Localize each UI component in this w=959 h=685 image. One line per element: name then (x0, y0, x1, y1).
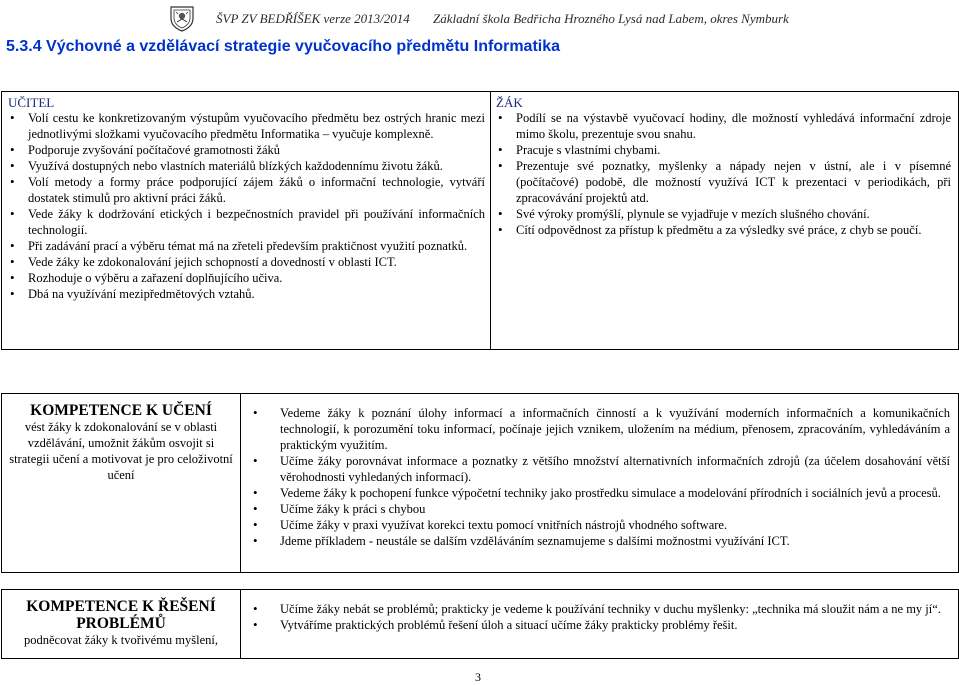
competence-problems-label-cell (2, 590, 241, 659)
list-item: • Využívá dostupných nebo vlastních materiálů blízkých každodennímu životu žáků. (8, 158, 485, 174)
list-item: • Dbá na využívání mezipředmětových vztahů. (8, 286, 485, 302)
competence-learning-items-cell (241, 394, 959, 573)
page-title: 5.3.4 Výchovné a vzdělávací strategie vyučovacího předmětu Informatika (6, 38, 561, 55)
header-text (216, 11, 789, 27)
competence-learning-description: vést žáky k zdokonalování se v oblasti vzdělávání, umožnit žákům osvojit si strategii učení a motivovat je pro celoživotní učení (9, 420, 233, 482)
list-item: • Učíme žáky nebát se problémů; prakticky je vedeme k používání techniky v duchu myšlenky: „technika má sloužit nám a ne my jí“. (251, 601, 950, 617)
school-crest-icon (168, 4, 196, 32)
list-item: • Při zadávání prací a výběru témat má na zřeteli především praktičnost využití poznatků. (8, 238, 485, 254)
school-name: Základní škola Bedřicha Hrozného Lysá nad Labem, okres Nymburk (433, 11, 789, 26)
student-list (496, 110, 951, 238)
program-name: ŠVP ZV BEDŘÍŠEK (216, 11, 321, 26)
list-item: • Prezentuje své poznatky, myšlenky a nápady nejen v ústní, ale i v písemné (počítačové) podobě, dle možností využívá ICT k prezentaci v periodikách, při zpracovávání projektů atd. (496, 158, 951, 206)
competence-problems-items-cell (241, 590, 959, 659)
list-item: • Vedeme žáky k poznání úlohy informací a informačních činností a k využívání moderních informačních a komunikačních technologií, k porozumění toku informací, počínaje jejich vznikem, uložením na médium, přenosem, zpracováním, vyhledáváním a praktickým využitím. (251, 405, 950, 453)
list-item: • Vedeme žáky k pochopení funkce výpočetní techniky jako prostředku simulace a modelování přírodních i sociálních jevů a procesů. (251, 485, 950, 501)
list-item: • Pracuje s vlastními chybami. (496, 142, 951, 158)
teacher-cell (2, 92, 491, 350)
student-cell (491, 92, 959, 350)
list-item: • Vede žáky ke zdokonalování jejich schopností a dovedností v oblasti ICT. (8, 254, 485, 270)
list-item: • Rozhoduje o výběru a zařazení doplňujícího učiva. (8, 270, 485, 286)
list-item: • Vede žáky k dodržování etických i bezpečnostních pravidel při používání informačních technologií. (8, 206, 485, 238)
list-item: • Vytváříme praktických problémů řešení úloh a situací učíme žáky prakticky problémy řešit. (251, 617, 950, 633)
list-item: • Podporuje zvyšování počítačové gramotnosti žáků (8, 142, 485, 158)
competence-problems-heading: KOMPETENCE K ŘEŠENÍ PROBLÉMŮ (26, 598, 216, 632)
competence-problems-table (1, 589, 959, 659)
roles-table (1, 91, 959, 350)
list-item: • Volí metody a formy práce podporující zájem žáků o informační technologie, vytváří dostatek stimulů pro aktivní práci žáků. (8, 174, 485, 206)
competence-learning-label-cell (2, 394, 241, 573)
page-header (168, 4, 958, 32)
teacher-heading: UČITEL (8, 95, 55, 110)
list-item: • Jdeme příkladem - neustále se dalším vzděláváním seznamujeme s dalšími možnostmi využívání ICT. (251, 533, 950, 549)
teacher-list (8, 110, 485, 302)
competence-problems-description: podněcovat žáky k tvořivému myšlení, (23, 633, 219, 647)
competence-learning-table (1, 393, 959, 573)
competence-problems-list (251, 601, 950, 633)
list-item: • Učíme žáky v praxi využívat korekci textu pomocí vnitřních nástrojů vhodného software. (251, 517, 950, 533)
list-item: • Učíme žáky k práci s chybou (251, 501, 950, 517)
competence-learning-heading: KOMPETENCE K UČENÍ (30, 402, 212, 419)
competence-learning-list (251, 405, 950, 549)
student-heading: ŽÁK (496, 95, 523, 110)
list-item: • Volí cestu ke konkretizovaným výstupům vyučovacího předmětu bez ostrých hranic mezi jednotlivými složkami vyučovacího předmětu Informatika – vyučuje komplexně. (8, 110, 485, 142)
list-item: • Učíme žáky porovnávat informace a poznatky z většího množství alternativních informačních zdrojů (za účelem dosahování větší věrohodnosti vyhledaných informací). (251, 453, 950, 485)
list-item: • Cítí odpovědnost za přístup k předmětu a za výsledky své práce, z chyb se poučí. (496, 222, 951, 238)
list-item: • Své výroky promýšlí, plynule se vyjadřuje v mezích slušného chování. (496, 206, 951, 222)
page-number: 3 (475, 670, 481, 684)
program-version: verze 2013/2014 (323, 11, 410, 26)
list-item: • Podílí se na výstavbě vyučovací hodiny, dle možností vyhledává informační zdroje mimo školu, prezentuje svou snahu. (496, 110, 951, 142)
